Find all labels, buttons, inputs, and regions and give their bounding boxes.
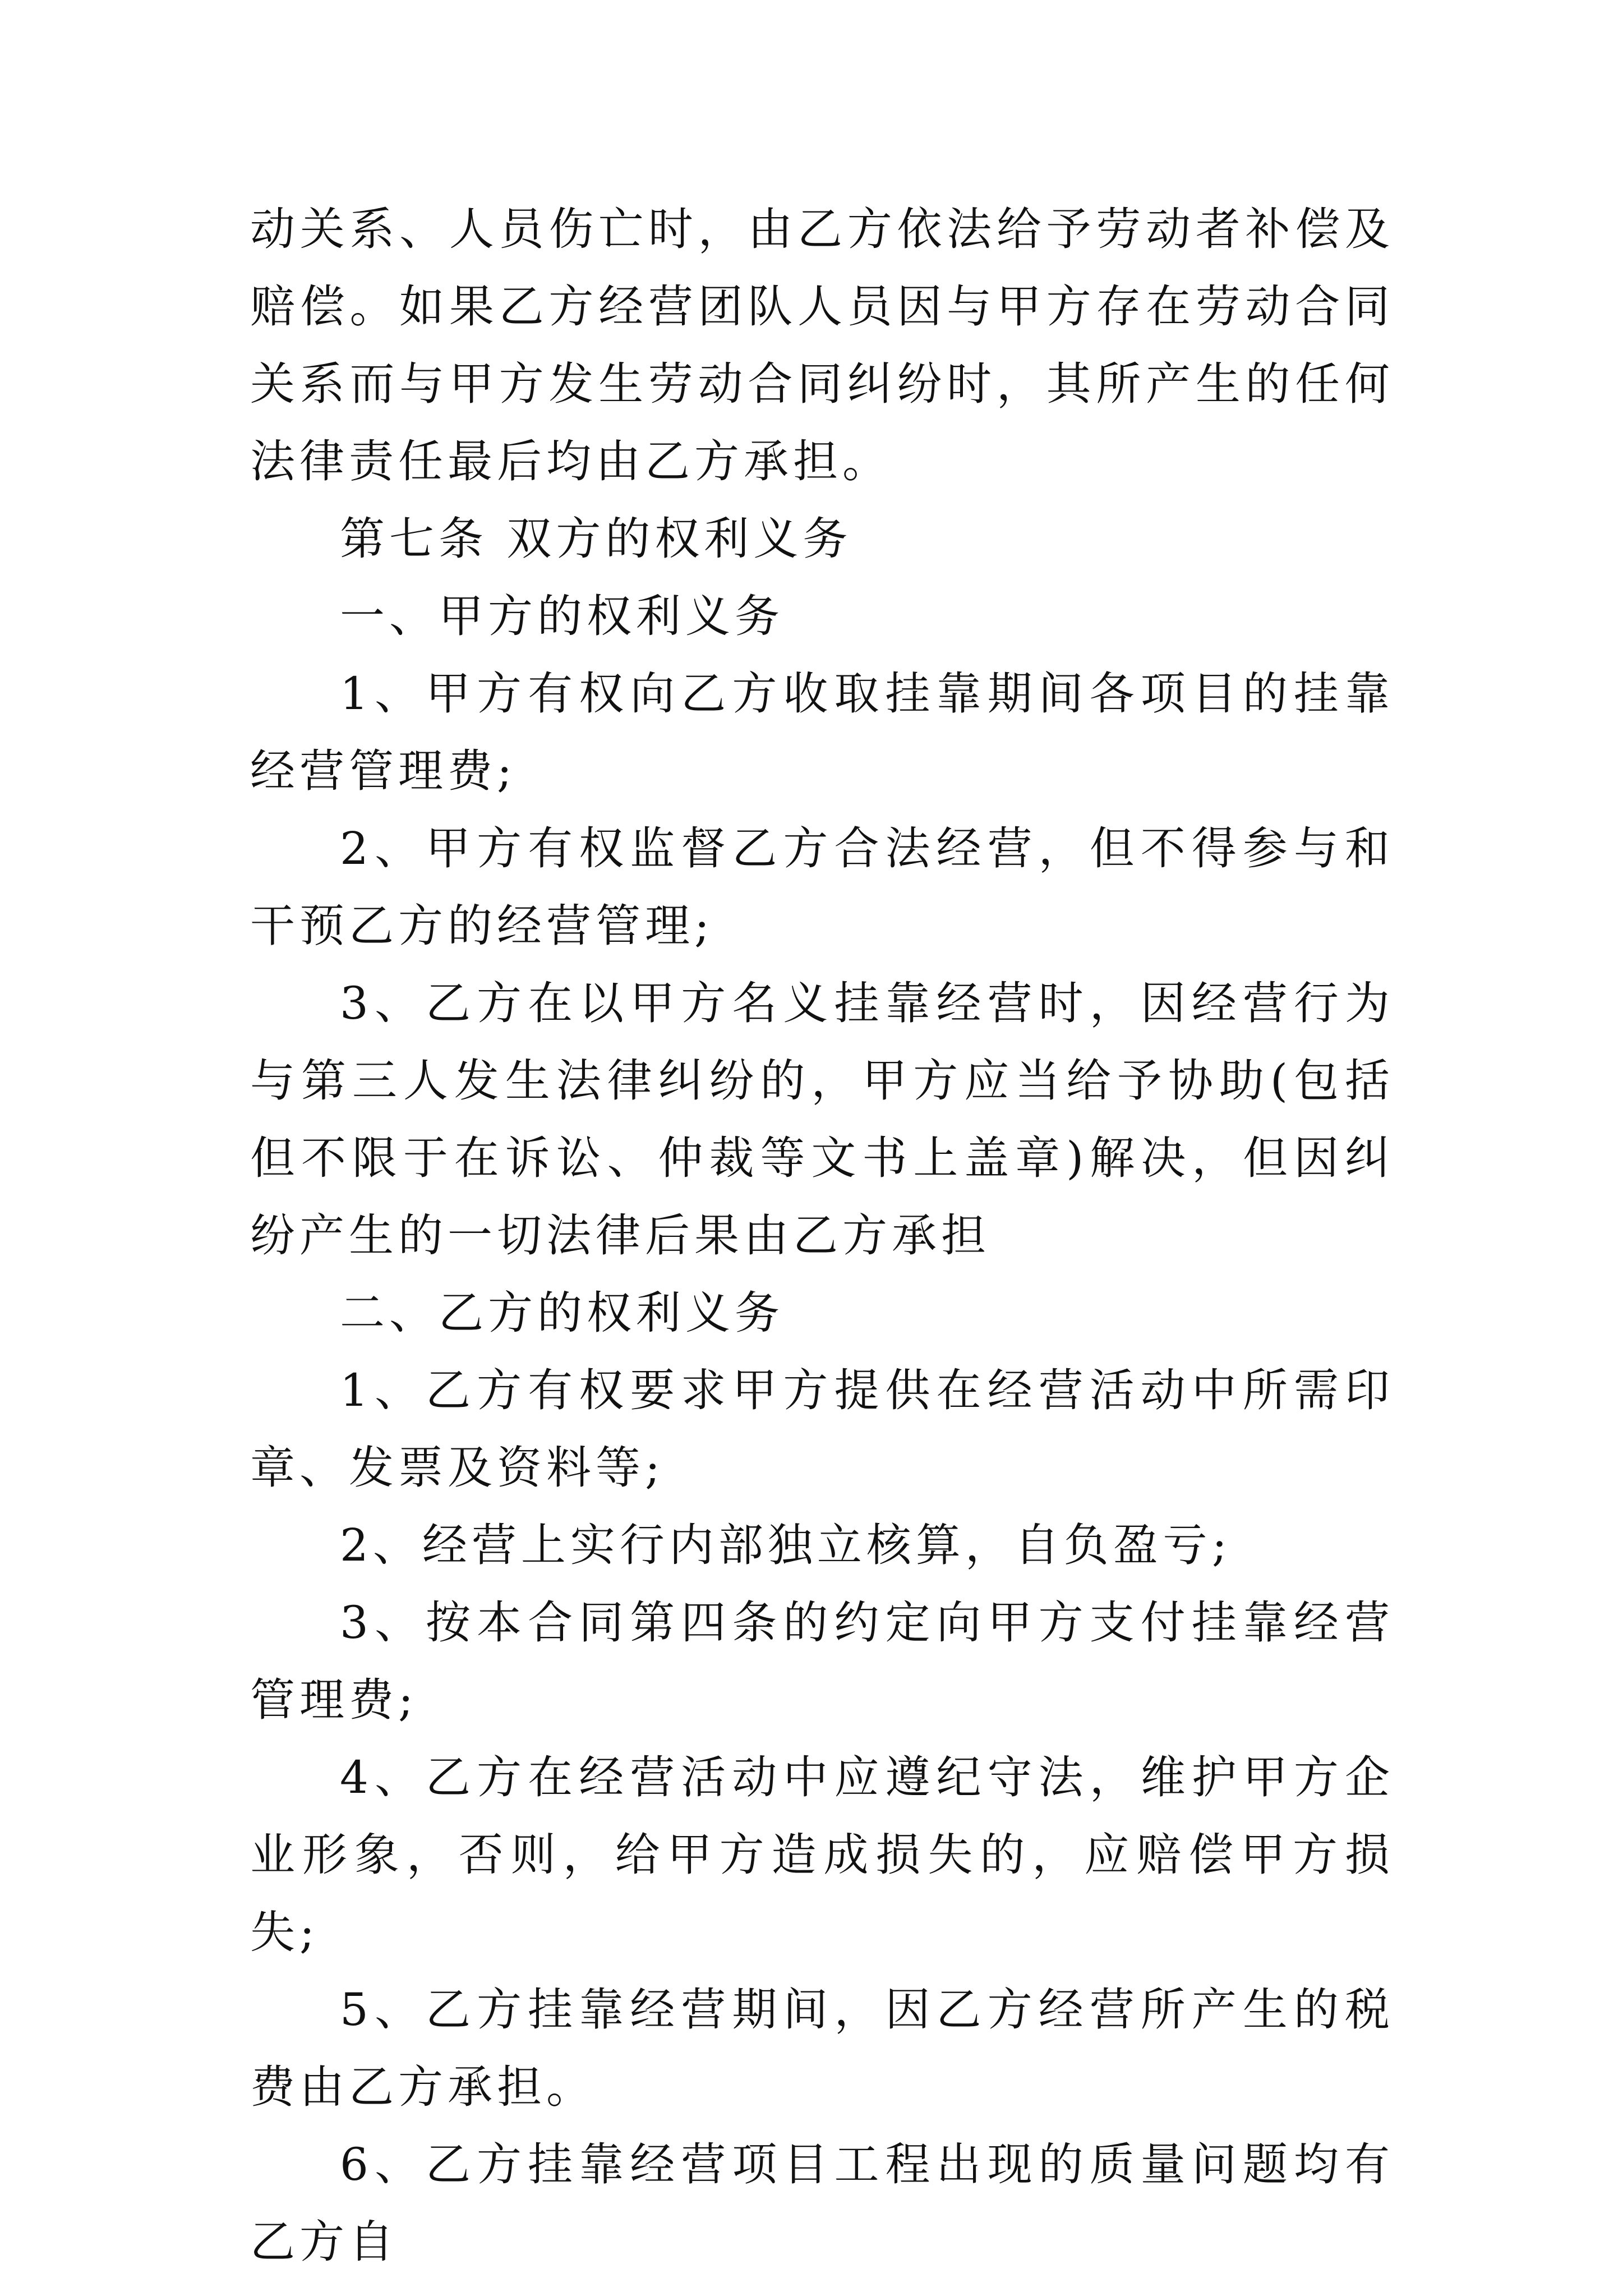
party-b-item-3: 3、按本合同第四条的约定向甲方支付挂靠经营管理费; <box>250 1596 1394 1726</box>
party-b-item-2: 2、经营上实行内部独立核算，自负盈亏; <box>340 1519 1232 1571</box>
paragraph-1: 动关系、人员伤亡时，由乙方依法给予劳动者补偿及赔偿。如果乙方经营团队人员因与甲方存在劳动合同关系而与甲方发生劳动合同纠纷时，其所产生的任何法律责任最后均由乙方承担。 <box>250 203 1394 487</box>
party-b-item-4: 4、乙方在经营活动中应遵纪守法，维护甲方企业形象，否则，给甲方造成损失的，应赔偿甲方损失; <box>250 1751 1394 1958</box>
party-b-item-5: 5、乙方挂靠经营期间，因乙方经营所产生的税费由乙方承担。 <box>250 1984 1394 2113</box>
party-a-item-1: 1、甲方有权向乙方收取挂靠期间各项目的挂靠经营管理费; <box>250 668 1394 797</box>
party-a-item-3: 3、乙方在以甲方名义挂靠经营时，因经营行为与第三人发生法律纠纷的，甲方应当给予协助(包括但不限于在诉讼、仲裁等文书上盖章)解决，但因纠纷产生的一切法律后果由乙方承担 <box>250 977 1394 1262</box>
section-party-b-heading: 二、乙方的权利义务 <box>340 1287 784 1339</box>
party-a-item-2: 2、甲方有权监督乙方合法经营，但不得参与和干预乙方的经营管理; <box>250 822 1394 952</box>
article-7-heading: 第七条 双方的权利义务 <box>340 513 852 565</box>
section-party-a-heading: 一、甲方的权利义务 <box>340 590 784 642</box>
contract-text <box>250 191 1394 2281</box>
party-b-item-1: 1、乙方有权要求甲方提供在经营活动中所需印章、发票及资料等; <box>250 1364 1394 1494</box>
party-b-item-6: 6、乙方挂靠经营项目工程出现的质量问题均有乙方自 <box>250 2138 1394 2268</box>
